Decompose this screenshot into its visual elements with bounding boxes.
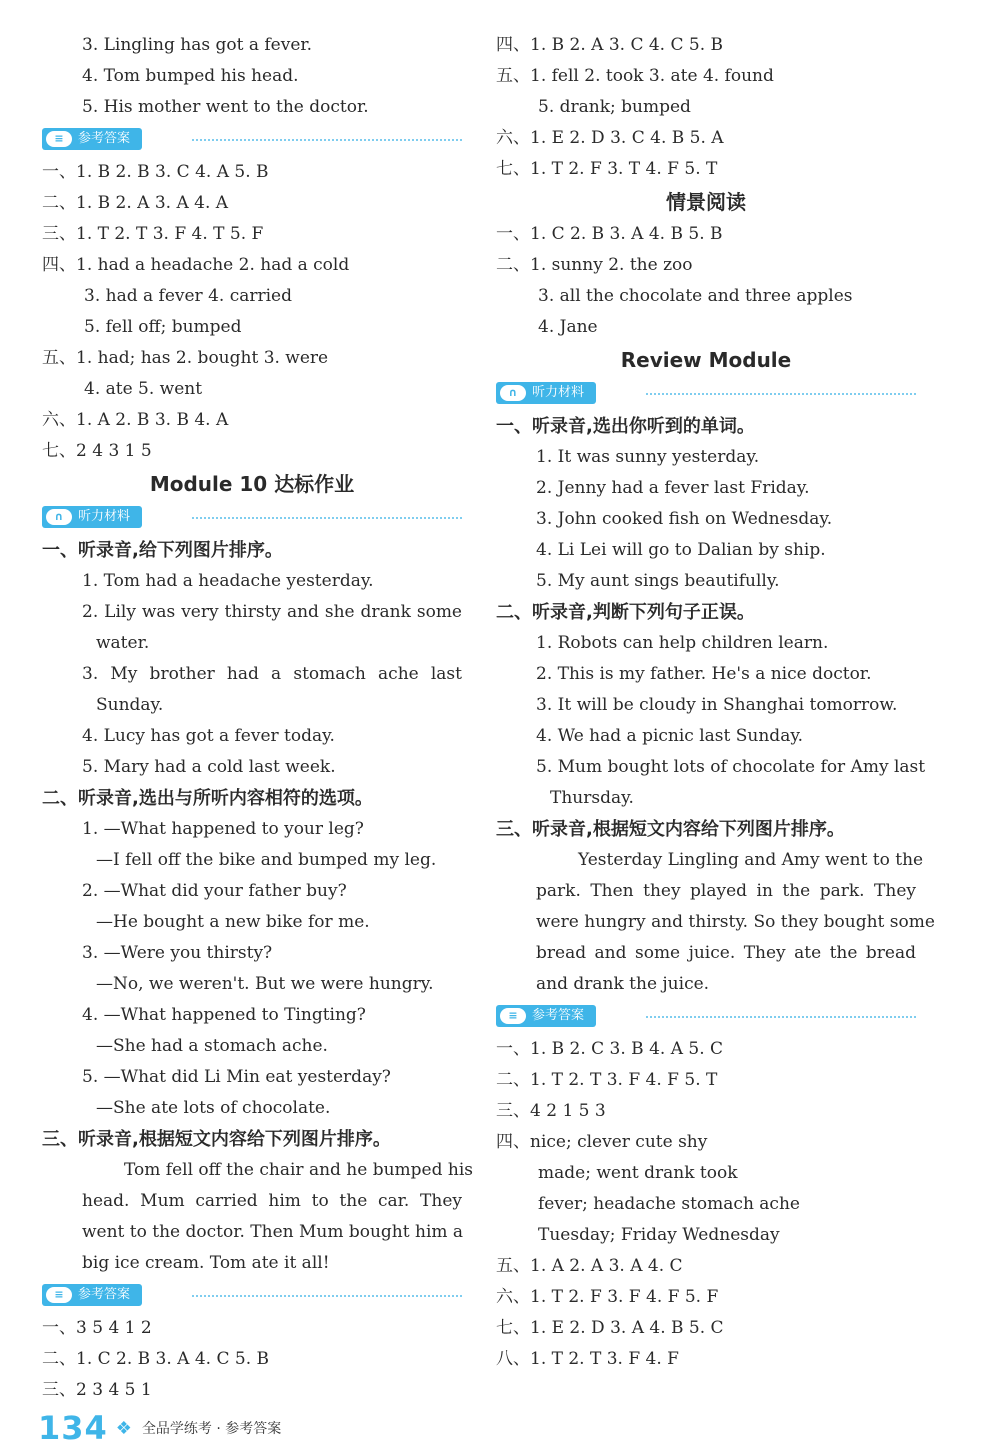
text-line: 1. Robots can help children learn. bbox=[536, 633, 829, 653]
text-line: 一、3 5 4 1 2 bbox=[42, 1318, 152, 1338]
answer-icon: ≡ bbox=[46, 131, 72, 147]
section-tag-row bbox=[42, 501, 462, 535]
text-line: —No, we weren't. But we were hungry. bbox=[96, 974, 434, 994]
dotted-divider bbox=[192, 517, 462, 519]
answer-icon: ≡ bbox=[46, 1287, 72, 1303]
text-line: 二、1. C 2. B 3. A 4. C 5. B bbox=[42, 1349, 270, 1369]
text-line: 二、1. sunny 2. the zoo bbox=[496, 255, 693, 275]
text-line: 五、1. A 2. A 3. A 4. C bbox=[496, 1256, 683, 1276]
text-line: 三、2 3 4 5 1 bbox=[42, 1380, 152, 1400]
text-line: 5. Mary had a cold last week. bbox=[82, 757, 336, 777]
module-heading: Module 10 达标作业 bbox=[149, 472, 355, 496]
section-tag-label: 参考答案 bbox=[78, 1287, 131, 1302]
text-line: 四、1. B 2. A 3. C 4. C 5. B bbox=[496, 35, 724, 55]
text-line: 5. drank; bumped bbox=[538, 97, 691, 117]
section-tag bbox=[42, 506, 142, 528]
section-tag-row bbox=[496, 1000, 916, 1034]
text-line: 二、1. T 2. T 3. F 4. F 5. T bbox=[496, 1070, 718, 1090]
text-line: 4. Li Lei will go to Dalian by ship. bbox=[536, 540, 826, 560]
section-tag bbox=[496, 1005, 596, 1027]
text-line: 4. Lucy has got a fever today. bbox=[82, 726, 335, 746]
text-line: water. bbox=[96, 633, 150, 653]
section-tag-row bbox=[42, 1279, 462, 1313]
dotted-divider bbox=[646, 393, 916, 395]
dotted-divider bbox=[192, 139, 462, 141]
text-line: 六、1. E 2. D 3. C 4. B 5. A bbox=[496, 128, 724, 148]
text-line: 二、1. B 2. A 3. A 4. A bbox=[42, 193, 229, 213]
text-line: 七、2 4 3 1 5 bbox=[42, 441, 152, 461]
section-tag-row bbox=[496, 377, 916, 411]
section-tag-label: 听力材料 bbox=[532, 385, 585, 400]
section-tag bbox=[42, 1284, 142, 1306]
text-line: 七、1. E 2. D 3. A 4. B 5. C bbox=[496, 1318, 724, 1338]
text-line: 3. had a fever 4. carried bbox=[84, 286, 292, 306]
dotted-divider bbox=[646, 1016, 916, 1018]
text-line: 4. Tom bumped his head. bbox=[82, 66, 299, 86]
text-line: 2. This is my father. He's a nice doctor. bbox=[536, 664, 872, 684]
section-tag-row bbox=[42, 123, 462, 157]
text-line: 1. —What happened to your leg? bbox=[82, 819, 364, 839]
text-line: fever; headache stomach ache bbox=[538, 1194, 800, 1214]
module-heading: 情景阅读 bbox=[666, 190, 746, 214]
text-line: 六、1. A 2. B 3. B 4. A bbox=[42, 410, 229, 430]
module-heading: Review Module bbox=[620, 348, 792, 372]
text-line: 4. Jane bbox=[538, 317, 598, 337]
text-line: 3. It will be cloudy in Shanghai tomorrow. bbox=[536, 695, 898, 715]
text-line: 一、1. C 2. B 3. A 4. B 5. B bbox=[496, 224, 723, 244]
headphones-icon: ∩ bbox=[46, 509, 72, 525]
text-line: —I fell off the bike and bumped my leg. bbox=[96, 850, 437, 870]
page-footer bbox=[38, 1408, 281, 1448]
text-line: park. Then they played in the park. They bbox=[536, 881, 916, 901]
text-line: went to the doctor. Then Mum bought him a bbox=[82, 1222, 464, 1242]
text-line: 八、1. T 2. T 3. F 4. F bbox=[496, 1349, 679, 1369]
text-line: made; went drank took bbox=[538, 1163, 738, 1183]
text-line: and drank the juice. bbox=[536, 974, 710, 994]
text-line: 六、1. T 2. F 3. F 4. F 5. F bbox=[496, 1287, 719, 1307]
footer-title: 全品学练考 · 参考答案 bbox=[141, 1421, 282, 1437]
text-line: 四、nice; clever cute shy bbox=[496, 1132, 708, 1152]
text-line: Tom fell off the chair and he bumped his bbox=[124, 1160, 474, 1180]
section-instruction: 二、听录音,选出与所听内容相符的选项。 bbox=[42, 788, 373, 809]
dotted-divider bbox=[192, 1295, 462, 1297]
section-tag-label: 参考答案 bbox=[78, 131, 131, 146]
text-line: 七、1. T 2. F 3. T 4. F 5. T bbox=[496, 159, 718, 179]
section-tag bbox=[496, 382, 596, 404]
text-line: big ice cream. Tom ate it all! bbox=[82, 1253, 330, 1273]
text-line: 3. —Were you thirsty? bbox=[82, 943, 273, 963]
text-line: —He bought a new bike for me. bbox=[96, 912, 370, 932]
text-line: 4. ate 5. went bbox=[84, 379, 203, 399]
text-line: 2. —What did your father buy? bbox=[82, 881, 347, 901]
text-line: 5. —What did Li Min eat yesterday? bbox=[82, 1067, 391, 1087]
page-number: 134 bbox=[38, 1409, 108, 1447]
diamond-icon: ❖ bbox=[115, 1417, 132, 1439]
text-line: head. Mum carried him to the car. They bbox=[82, 1191, 462, 1211]
text-line: 一、1. B 2. C 3. B 4. A 5. C bbox=[496, 1039, 724, 1059]
section-instruction: 三、听录音,根据短文内容给下列图片排序。 bbox=[496, 819, 845, 840]
text-line: were hungry and thirsty. So they bought some bbox=[536, 912, 935, 932]
section-tag-label: 听力材料 bbox=[78, 509, 131, 524]
text-line: 三、1. T 2. T 3. F 4. T 5. F bbox=[42, 224, 264, 244]
text-line: 三、4 2 1 5 3 bbox=[496, 1101, 606, 1121]
text-line: 四、1. had a headache 2. had a cold bbox=[42, 255, 350, 275]
text-line: 3. John cooked fish on Wednesday. bbox=[536, 509, 833, 529]
text-line: 一、1. B 2. B 3. C 4. A 5. B bbox=[42, 162, 269, 182]
text-line: bread and some juice. They ate the bread bbox=[536, 943, 916, 963]
section-tag-label: 参考答案 bbox=[532, 1008, 585, 1023]
text-line: 3. Lingling has got a fever. bbox=[82, 35, 313, 55]
text-line: 5. Mum bought lots of chocolate for Amy last bbox=[536, 757, 926, 777]
text-line: 2. Jenny had a fever last Friday. bbox=[536, 478, 810, 498]
section-instruction: 二、听录音,判断下列句子正误。 bbox=[496, 602, 755, 623]
text-line: 3. all the chocolate and three apples bbox=[538, 286, 853, 306]
text-line: Tuesday; Friday Wednesday bbox=[538, 1225, 780, 1245]
text-line: 5. My aunt sings beautifully. bbox=[536, 571, 780, 591]
section-instruction: 一、听录音,选出你听到的单词。 bbox=[496, 416, 755, 437]
text-line: Sunday. bbox=[96, 695, 164, 715]
text-line: —She ate lots of chocolate. bbox=[96, 1098, 331, 1118]
section-instruction: 三、听录音,根据短文内容给下列图片排序。 bbox=[42, 1129, 391, 1150]
text-line: 5. fell off; bumped bbox=[84, 317, 242, 337]
text-line: 4. We had a picnic last Sunday. bbox=[536, 726, 804, 746]
text-line: 3. My brother had a stomach ache last bbox=[82, 664, 462, 684]
left-column bbox=[42, 30, 474, 1406]
section-instruction: 一、听录音,给下列图片排序。 bbox=[42, 540, 283, 561]
text-line: 2. Lily was very thirsty and she drank some bbox=[82, 602, 462, 622]
text-line: 五、1. had; has 2. bought 3. were bbox=[42, 348, 329, 368]
headphones-icon: ∩ bbox=[500, 385, 526, 401]
text-line: 五、1. fell 2. took 3. ate 4. found bbox=[496, 66, 774, 86]
text-line: 4. —What happened to Tingting? bbox=[82, 1005, 366, 1025]
answer-icon: ≡ bbox=[500, 1008, 526, 1024]
text-line: —She had a stomach ache. bbox=[96, 1036, 328, 1056]
section-tag bbox=[42, 128, 142, 150]
text-line: 5. His mother went to the doctor. bbox=[82, 97, 369, 117]
text-line: 1. Tom had a headache yesterday. bbox=[82, 571, 374, 591]
text-line: 1. It was sunny yesterday. bbox=[536, 447, 760, 467]
text-line: Yesterday Lingling and Amy went to the bbox=[578, 850, 924, 870]
right-column bbox=[496, 30, 935, 1375]
text-line: Thursday. bbox=[550, 788, 634, 808]
